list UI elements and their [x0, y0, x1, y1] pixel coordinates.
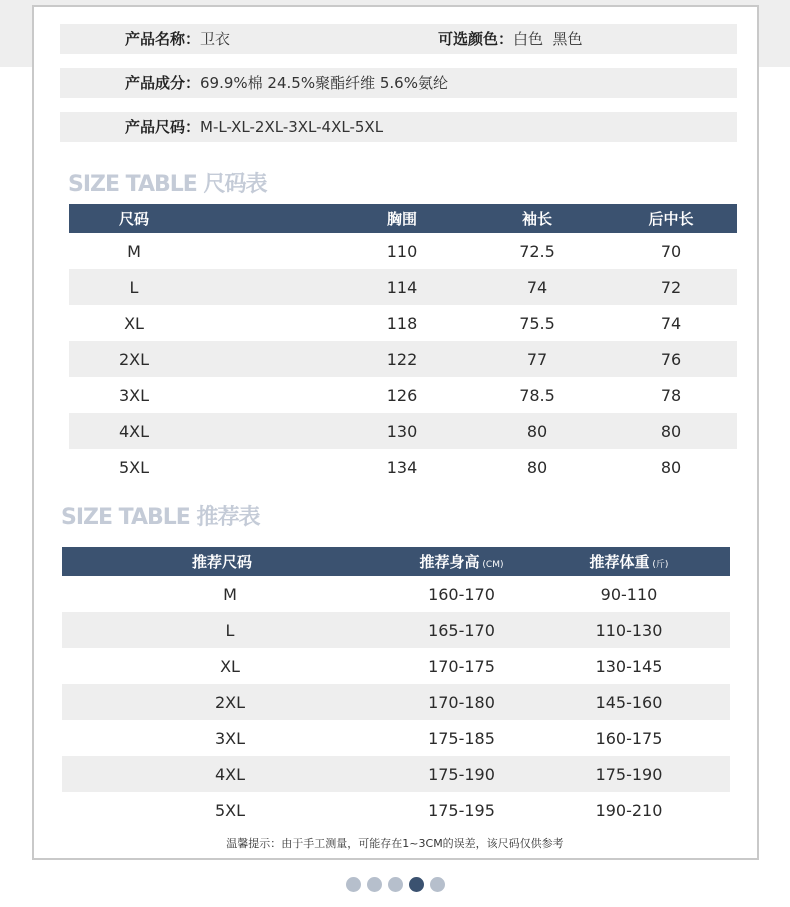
recommend-cell-height: 160-170 [428, 584, 495, 604]
size-cell-size: L [69, 269, 335, 305]
size-cell-size: 2XL [69, 341, 335, 377]
product-material [125, 68, 448, 98]
recommend-table-row [62, 792, 730, 828]
recommend-cell-size: M [223, 584, 237, 604]
recommend-header-size-text: 推荐尺码 [192, 553, 253, 571]
recommend-cell-weight: 130-145 [595, 656, 663, 676]
size-table-row [69, 269, 737, 305]
recommend-cell-size: 4XL [62, 756, 395, 792]
info-row-name-color [60, 24, 737, 54]
size-cell-size: 3XL [118, 385, 150, 405]
size-table [69, 204, 737, 485]
recommend-header-size [62, 547, 395, 576]
size-header-sleeve: 袖长 [469, 204, 605, 233]
size-cell-size: 5XL [118, 457, 150, 477]
pagination-dot[interactable] [388, 877, 403, 892]
size-table-row [69, 377, 737, 413]
size-cell-chest: 122 [335, 341, 469, 377]
size-header-size: 尺码 [69, 204, 335, 233]
size-header-length: 后中长 [605, 204, 737, 233]
size-table-row [69, 305, 737, 341]
recommend-cell-weight: 145-160 [528, 684, 730, 720]
product-color [438, 24, 583, 54]
recommend-table-row [62, 576, 730, 612]
info-row-material [60, 68, 737, 98]
size-cell-length: 72 [605, 269, 737, 305]
size-table-header-row [69, 204, 737, 233]
size-cell-length: 70 [660, 241, 682, 261]
recommend-cell-weight: 160-175 [595, 728, 663, 748]
size-cell-sleeve: 80 [526, 457, 548, 477]
product-name-value: 卫衣 [200, 30, 231, 48]
product-sizes-label: 产品尺码： [125, 118, 201, 136]
recommend-header-weight-unit: (斤) [649, 560, 669, 570]
size-table-row [69, 233, 737, 269]
recommend-cell-height: 170-175 [428, 656, 495, 676]
recommend-header-height-unit: (CM) [479, 560, 504, 570]
recommend-cell-size: 3XL [214, 728, 246, 748]
size-cell-size: 4XL [69, 413, 335, 449]
recommend-cell-size: L [62, 612, 395, 648]
recommend-cell-weight: 110-130 [528, 612, 730, 648]
recommend-cell-weight: 190-210 [595, 800, 663, 820]
recommend-table-row [62, 612, 730, 648]
product-sizes [125, 112, 383, 142]
recommend-cell-size: 5XL [214, 800, 246, 820]
size-cell-sleeve: 74 [469, 269, 605, 305]
recommend-header-weight [528, 547, 730, 576]
recommend-header-height-text: 推荐身高 [419, 553, 480, 571]
recommend-table-row [62, 684, 730, 720]
measurement-note: 温馨提示：由于手工测量，可能存在1~3CM的误差，该尺码仅供参考 [226, 837, 564, 850]
size-cell-chest: 134 [386, 457, 418, 477]
size-cell-chest: 118 [386, 313, 418, 333]
recommend-cell-height: 175-190 [395, 756, 528, 792]
recommend-header-weight-text: 推荐体重 [589, 553, 650, 571]
info-row-sizes [60, 112, 737, 142]
size-cell-chest: 126 [386, 385, 418, 405]
recommend-cell-height: 175-195 [428, 800, 495, 820]
size-cell-length: 80 [660, 457, 682, 477]
pagination-dot-active[interactable] [409, 877, 424, 892]
product-color-label: 可选颜色： [438, 30, 514, 48]
recommend-cell-weight: 175-190 [528, 756, 730, 792]
product-name-label: 产品名称： [125, 30, 201, 48]
size-table-row [69, 413, 737, 449]
size-cell-sleeve: 78.5 [519, 385, 555, 405]
recommend-cell-size: XL [220, 656, 240, 676]
pagination-dot[interactable] [346, 877, 361, 892]
product-material-label: 产品成分： [125, 74, 201, 92]
recommend-header-size-label [192, 551, 252, 572]
product-color-value: 白色 黑色 [513, 30, 583, 48]
size-cell-size: XL [124, 313, 144, 333]
recommend-table [62, 547, 730, 828]
product-sizes-value: M-L-XL-2XL-3XL-4XL-5XL [200, 118, 384, 136]
size-cell-length: 76 [605, 341, 737, 377]
recommend-cell-weight: 90-110 [600, 584, 658, 604]
size-table-row [69, 341, 737, 377]
recommend-table-header-row [62, 547, 730, 576]
product-material-value: 69.9%棉 24.5%聚酯纤维 5.6%氨纶 [200, 74, 448, 92]
size-cell-sleeve: 80 [469, 413, 605, 449]
recommend-table-row [62, 720, 730, 756]
pagination-dot[interactable] [430, 877, 445, 892]
size-cell-sleeve: 75.5 [519, 313, 555, 333]
size-table-heading: SIZE TABLE 尺码表 [68, 172, 267, 197]
size-cell-sleeve: 77 [469, 341, 605, 377]
size-cell-length: 80 [605, 413, 737, 449]
recommend-cell-size: 2XL [62, 684, 395, 720]
size-header-chest: 胸围 [335, 204, 469, 233]
recommend-cell-height: 175-185 [428, 728, 495, 748]
size-cell-length: 78 [660, 385, 682, 405]
size-table-row [69, 449, 737, 485]
recommend-cell-height: 165-170 [395, 612, 528, 648]
recommend-table-row [62, 648, 730, 684]
recommend-header-height [395, 547, 528, 576]
recommend-header-weight-label [590, 553, 669, 571]
recommend-table-row [62, 756, 730, 792]
size-cell-sleeve: 72.5 [519, 241, 555, 261]
size-cell-chest: 130 [335, 413, 469, 449]
pagination-dot[interactable] [367, 877, 382, 892]
recommend-table-heading: SIZE TABLE 推荐表 [61, 505, 260, 530]
product-name [125, 24, 230, 54]
size-cell-chest: 114 [335, 269, 469, 305]
size-cell-chest: 110 [386, 241, 418, 261]
size-cell-length: 74 [660, 313, 682, 333]
recommend-header-height-label [420, 553, 504, 571]
recommend-cell-height: 170-180 [395, 684, 528, 720]
size-cell-size: M [127, 241, 141, 261]
pagination-dots [0, 877, 790, 893]
